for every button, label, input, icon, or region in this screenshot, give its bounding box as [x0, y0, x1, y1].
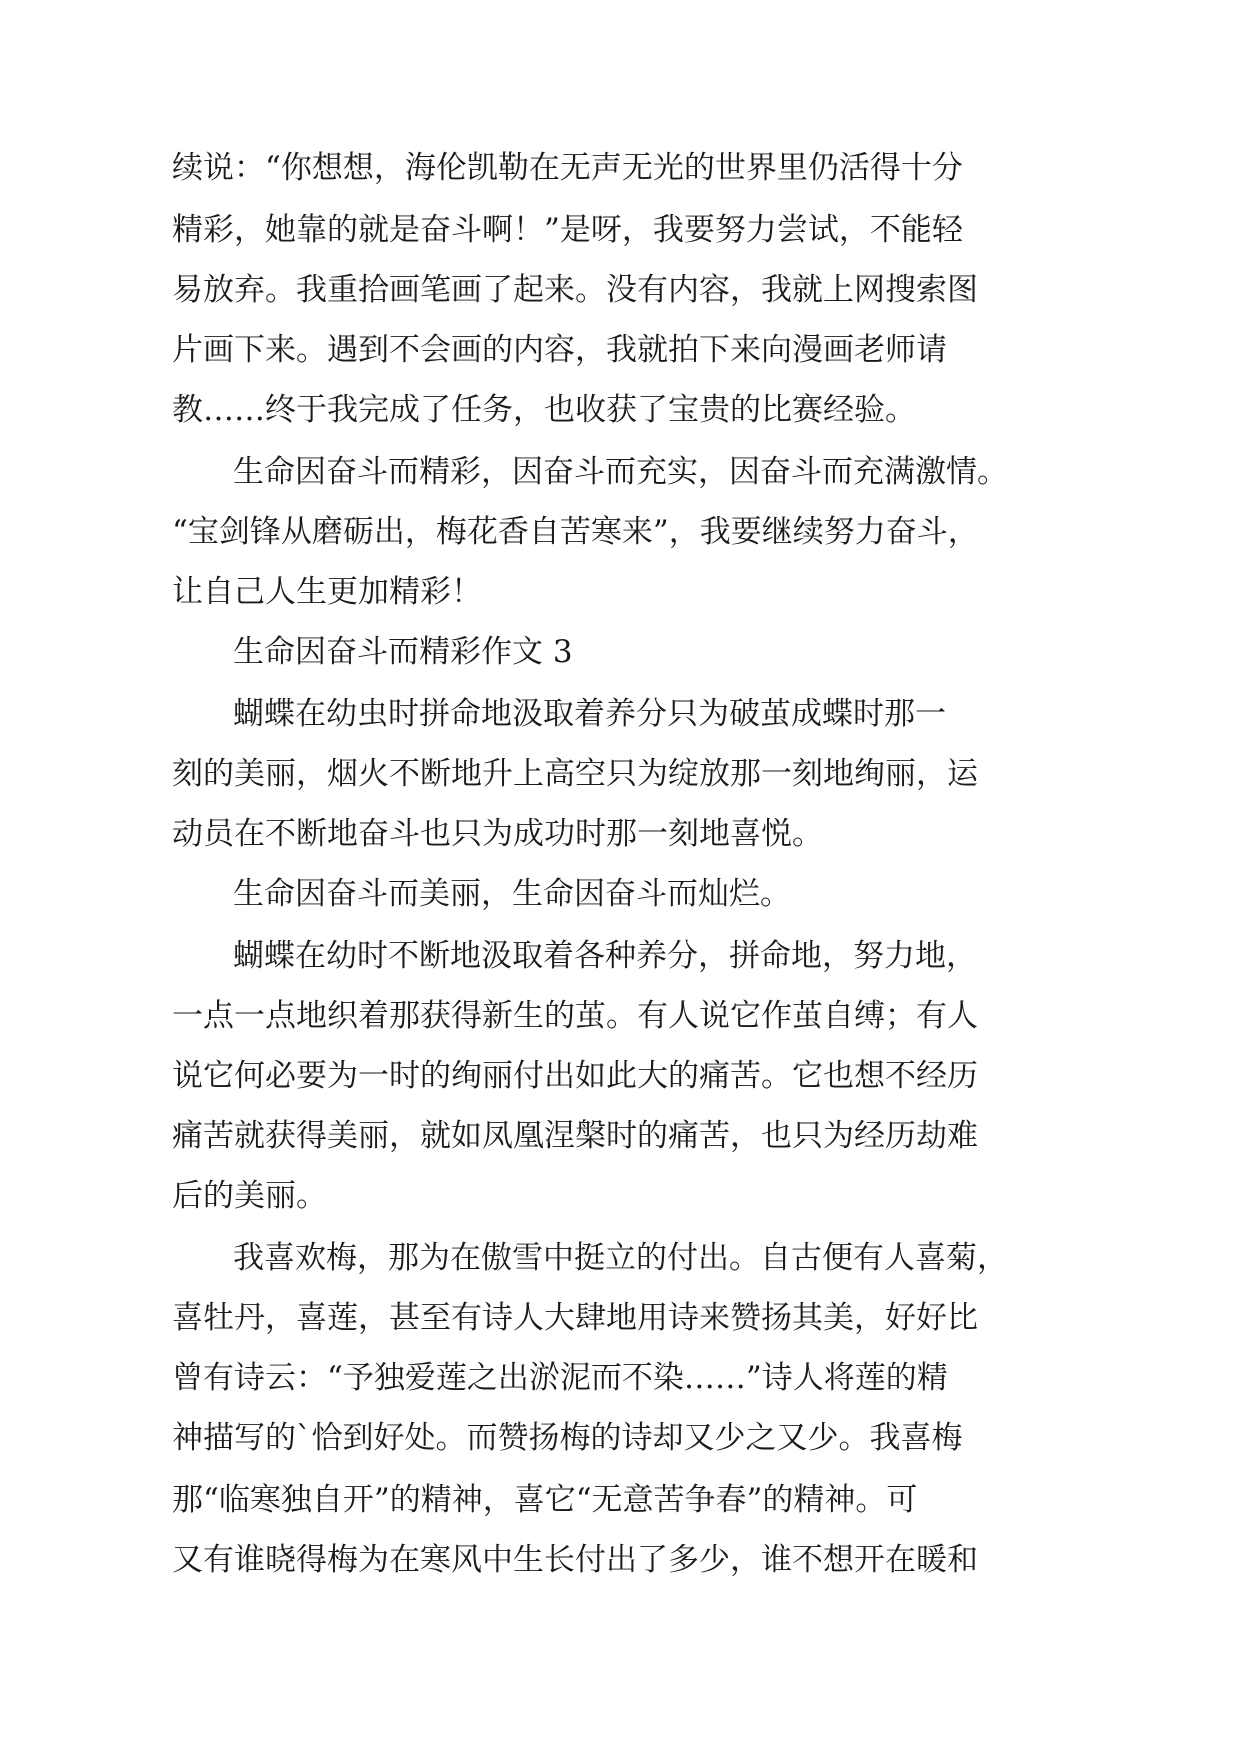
text-line: 续说：“你想想，海伦凯勒在无声无光的世界里仍活得十分 [172, 150, 963, 186]
text-line: 生命因奋斗而精彩，因奋斗而充实，因奋斗而充满激情。 [233, 454, 1008, 490]
text-line: 刻的美丽，烟火不断地升上高空只为绽放那一刻地绚丽，运 [172, 756, 978, 792]
text-line: 让自己人生更加精彩！ [172, 574, 482, 610]
text-line: 那“临寒独自开”的精神，喜它“无意苦争春”的精神。可 [172, 1482, 918, 1518]
text-line: 我喜欢梅，那为在傲雪中挺立的付出。自古便有人喜菊， [233, 1240, 1008, 1276]
text-line: 动员在不断地奋斗也只为成功时那一刻地喜悦。 [172, 816, 823, 852]
text-line: 片画下来。遇到不会画的内容，我就拍下来向漫画老师请 [172, 332, 947, 368]
text-line: 教……终于我完成了任务，也收获了宝贵的比赛经验。 [172, 392, 916, 428]
text-line: 后的美丽。 [172, 1178, 327, 1214]
text-line: 又有谁晓得梅为在寒风中生长付出了多少，谁不想开在暖和 [172, 1542, 978, 1578]
text-line: 易放弃。我重拾画笔画了起来。没有内容，我就上网搜索图 [172, 272, 978, 308]
text-line: 神描写的`恰到好处。而赞扬梅的诗却又少之又少。我喜梅 [172, 1420, 963, 1456]
section-heading: 生命因奋斗而精彩作文 3 [233, 634, 573, 670]
text-line: 蝴蝶在幼时不断地汲取着各种养分，拼命地，努力地， [233, 938, 977, 974]
text-line: 喜牡丹，喜莲，甚至有诗人大肆地用诗来赞扬其美，好好比 [172, 1300, 978, 1336]
text-line: 一点一点地织着那获得新生的茧。有人说它作茧自缚；有人 [172, 998, 978, 1034]
text-line: 生命因奋斗而美丽，生命因奋斗而灿烂。 [233, 876, 791, 912]
text-line: 蝴蝶在幼虫时拼命地汲取着养分只为破茧成蝶时那一 [233, 696, 946, 732]
text-line: 说它何必要为一时的绚丽付出如此大的痛苦。它也想不经历 [172, 1058, 978, 1094]
text-line: 曾有诗云：“予独爱莲之出淤泥而不染……”诗人将莲的精 [172, 1360, 948, 1396]
text-line: 痛苦就获得美丽，就如凤凰涅槃时的痛苦，也只为经历劫难 [172, 1118, 978, 1154]
text-line: “宝剑锋从磨砺出，梅花香自苦寒来”，我要继续努力奋斗， [172, 514, 979, 550]
text-line: 精彩，她靠的就是奋斗啊！”是呀，我要努力尝试，不能轻 [172, 212, 963, 248]
